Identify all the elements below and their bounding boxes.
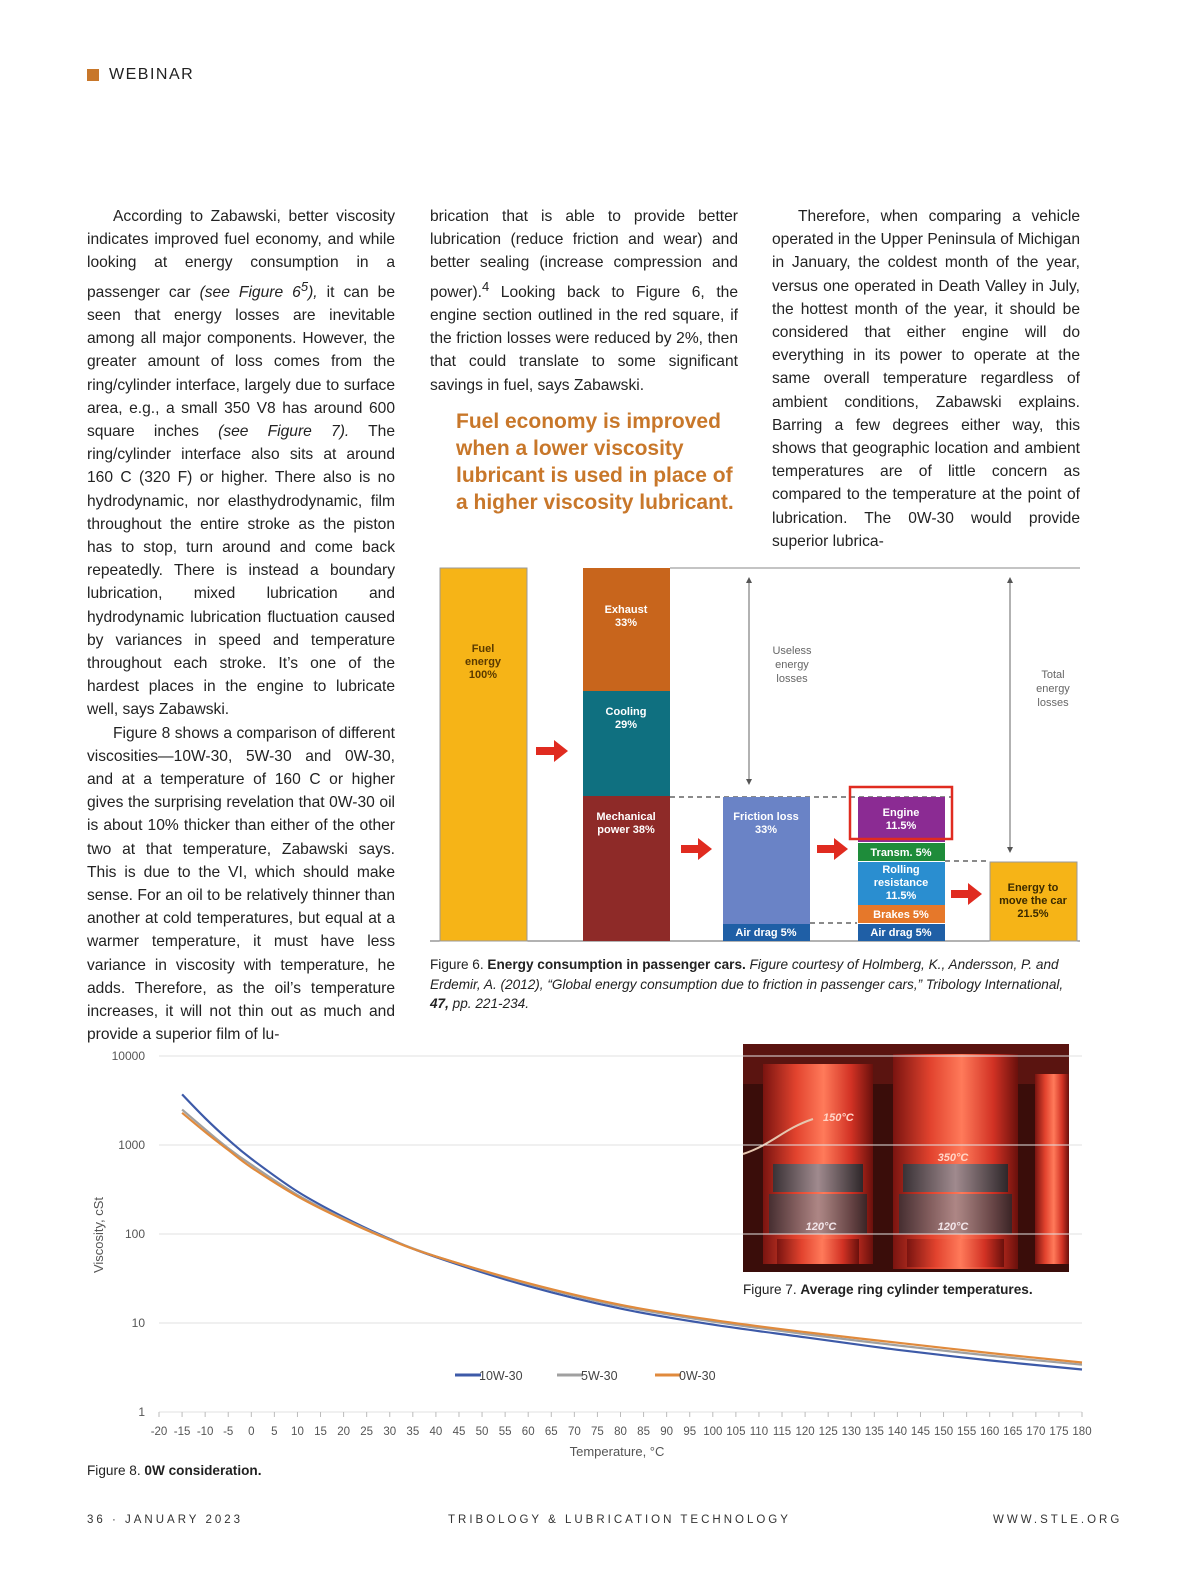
x-tick-label: 120 [795, 1426, 815, 1438]
x-tick-label: 130 [841, 1426, 861, 1438]
label-useless-energy-losses: Useless energy losses [772, 645, 812, 685]
footer-website: WWW.STLE.ORG [993, 1514, 1123, 1526]
temp-label-120-left: 120°C [805, 1221, 837, 1233]
red-arrow-icon [817, 838, 848, 860]
section-label: WEBINAR [109, 66, 195, 83]
x-tick-label: 170 [1026, 1426, 1046, 1438]
figure-reference: (see Figure 7). [218, 423, 350, 441]
caption-title: 0W consideration. [144, 1463, 262, 1478]
x-tick-label: 60 [521, 1426, 535, 1438]
x-tick-label: 115 [772, 1426, 792, 1438]
x-tick-label: 160 [980, 1426, 1000, 1438]
temp-label-120-right: 120°C [937, 1221, 969, 1233]
x-tick-label: 165 [1003, 1426, 1023, 1438]
x-tick-label: 50 [475, 1426, 489, 1438]
legend [455, 1369, 716, 1383]
label-friction-loss: Friction loss 33% [733, 811, 799, 836]
series-line-5W-30 [182, 1110, 1082, 1365]
paragraph [87, 205, 395, 722]
red-arrow-icon [951, 883, 982, 905]
label-total-energy-losses: Total energy losses [1036, 669, 1070, 709]
legend-label: 0W-30 [679, 1369, 716, 1383]
figure-8-viscosity-chart [87, 1040, 1092, 1465]
x-tick-label: 180 [1072, 1426, 1092, 1438]
x-tick-label: 10 [291, 1426, 304, 1438]
label-mechanical-power: Mechanical power 38% [596, 811, 656, 836]
y-tick-label: 10000 [111, 1049, 145, 1063]
x-tick-label: 150 [933, 1426, 954, 1438]
x-tick-label: 15 [314, 1426, 327, 1438]
x-tick-label: 140 [887, 1426, 907, 1438]
temp-label-150: 150°C [823, 1112, 854, 1124]
caption-pages: pp. 221-234. [448, 996, 530, 1011]
caption-prefix: Figure 7. [743, 1282, 801, 1297]
footnote-marker: 4 [482, 278, 490, 294]
x-tick-label: 0 [248, 1426, 255, 1438]
legend-label: 10W-30 [479, 1369, 523, 1383]
x-tick-label: 70 [567, 1426, 581, 1438]
text-run: The ring/cylinder interface also sits at around 160 C (320 F) or higher. There also is no hydrodynamic, nor elasthydrodynamic, film throughout the entire stroke as the piston has to stop, turn around and come back repeatedly. There is instead a boundary lubrication, mixed lubrication and hydrodynamic lubrication fluctuation caused by variances in speed and temperature throughout each stroke. It’s one of the hardest places in the engine to lubricate well, says Zabawski. [87, 423, 396, 719]
label-air-drag-2: Air drag 5% [870, 927, 932, 939]
caption-volume: 47, [430, 996, 449, 1011]
y-tick-labels [112, 1049, 146, 1419]
x-tick-label: 80 [614, 1426, 627, 1438]
article-column-1 [87, 205, 395, 1047]
x-tick-label: 175 [1049, 1426, 1069, 1438]
gridlines [159, 1056, 1082, 1417]
figure-6-caption [430, 955, 1080, 1014]
footnote-marker: 5 [300, 278, 309, 294]
y-tick-label: 1 [138, 1405, 145, 1419]
x-tick-label: 100 [703, 1426, 723, 1438]
x-tick-label: 85 [637, 1426, 650, 1438]
y-tick-label: 1000 [118, 1138, 145, 1152]
series-line-0W-30 [182, 1113, 1082, 1363]
bar-fuel-energy [440, 568, 527, 941]
red-arrow-icon [681, 838, 712, 860]
x-tick-label: 55 [498, 1426, 512, 1438]
text-run: According to Zabawski, better viscosity indicates improved fuel economy, and while looking at energy consumption in a passenger car [87, 208, 395, 301]
x-tick-label: 40 [429, 1426, 443, 1438]
x-tick-label: 65 [544, 1426, 558, 1438]
x-tick-label: 90 [660, 1426, 674, 1438]
pull-quote: Fuel economy is improved when a lower viscosity lubricant is used in place of a higher viscosity lubricant. [456, 410, 734, 514]
label-engine: Engine 11.5% [882, 807, 920, 832]
x-tick-label: 45 [452, 1426, 466, 1438]
x-tick-label: 35 [406, 1426, 420, 1438]
figure-reference [199, 278, 318, 301]
label-transmission: Transm. 5% [870, 847, 932, 859]
figure-reference-end: ), [308, 283, 318, 301]
footer-publication: TRIBOLOGY & LUBRICATION TECHNOLOGY [448, 1514, 791, 1526]
x-tick-label: -20 [150, 1426, 168, 1438]
paragraph: Figure 8 shows a comparison of different viscosities—10W-30, 5W-30 and 0W-30, and at a temperature of 160 C or higher gives the surprising revelation that 0W-30 oil is about 10% thicker than either of the other two at that temperature, Zabawski says. This is due to the VI, which should make sense. For an oil to be relatively thinner than another at cold temperatures, but equal at a warmer temperature, it must have less variance in viscosity with temperature, he adds. Therefore, as the oil’s temperature increases, it will not thin out as much and provide a superior film of lu- [87, 724, 395, 1044]
section-header [87, 66, 194, 84]
x-tick-label: -15 [173, 1426, 191, 1438]
legend-label: 5W-30 [581, 1369, 618, 1383]
x-tick-label: 25 [360, 1426, 374, 1438]
y-tick-label: 10 [131, 1316, 145, 1330]
caption-title: Energy consumption in passenger cars. [487, 957, 746, 972]
label-fuel-energy: Fuel energy 100% [464, 643, 502, 681]
x-tick-label: 105 [726, 1426, 746, 1438]
text-run: Looking back to Figure 6, the engine section outlined in the red square, if the friction losses were reduced by 2%, then that could translate to some significant savings in fuel, says Zabawski. [430, 283, 738, 394]
section-marker-icon [87, 69, 99, 81]
x-tick-label: -5 [223, 1426, 234, 1438]
x-tick-label: 20 [337, 1426, 350, 1438]
article-column-3 [772, 205, 1080, 553]
x-tick-label: 95 [683, 1426, 697, 1438]
bar-exhaust [583, 568, 670, 691]
footer-page-date: 36 · JANUARY 2023 [87, 1514, 244, 1526]
text-run: brication that is able to provide better lubrication (reduce friction and wear) and better sealing (increase compression and power). [430, 208, 738, 301]
x-tick-label: -10 [196, 1426, 214, 1438]
x-tick-label: 155 [957, 1426, 977, 1438]
series-line-10W-30 [182, 1094, 1082, 1369]
x-tick-label: 145 [910, 1426, 931, 1438]
label-air-drag-1: Air drag 5% [735, 927, 797, 939]
y-axis-label: Viscosity, cSt [91, 1196, 106, 1274]
x-tick-labels [151, 1426, 1092, 1438]
label-rolling-resistance: Rolling resistance 11.5% [873, 864, 929, 902]
paragraph: Therefore, when comparing a vehicle operated in the Upper Peninsula of Michigan in January, the coldest month of the year, versus one operated in Death Valley in July, the hottest month of the year, it should be considered that either engine will do everything in its power to operate at the same overall temperature regardless of ambient conditions, Zabawski explains. Barring a few degrees either way, this shows that geographic location and ambient temperatures are of little concern as compared to the temperature at the point of lubrication. The 0W-30 would provide superior lubrica- [772, 208, 1080, 550]
paragraph [430, 205, 738, 397]
temp-label-350: 350°C [937, 1152, 969, 1164]
article-column-2 [430, 205, 738, 397]
figure-reference-text: (see Figure 6 [199, 283, 301, 301]
x-tick-label: 75 [591, 1426, 604, 1438]
x-tick-label: 5 [271, 1426, 278, 1438]
caption-credit: Figure courtesy of Holmberg, K., Andersson, P. and Erdemir, A. (2012), “Global energy consumption due to friction in passenger cars,” Tribology International, [430, 957, 1064, 992]
x-axis-label: Temperature, °C [569, 1444, 665, 1459]
figure-6-energy-diagram [430, 560, 1082, 950]
label-energy-to-move-car: Energy to move the car 21.5% [999, 882, 1067, 920]
text-run: it can be seen that energy losses are inevitable among all major components. However, the greater amount of loss comes from the ring/cylinder interface, largely due to surface area, e.g., a small 350 V8 has around 600 square inches [87, 283, 395, 441]
red-arrow-icon [536, 740, 568, 762]
x-tick-label: 125 [818, 1426, 838, 1438]
caption-title: Average ring cylinder temperatures. [800, 1282, 1033, 1297]
caption-prefix: Figure 8. [87, 1463, 145, 1478]
x-tick-label: 30 [383, 1426, 397, 1438]
series-lines [182, 1094, 1082, 1369]
label-exhaust: Exhaust 33% [604, 604, 648, 629]
label-cooling: Cooling 29% [605, 706, 647, 731]
y-tick-label: 100 [124, 1227, 145, 1241]
label-brakes: Brakes 5% [873, 909, 929, 921]
x-tick-label: 110 [749, 1426, 769, 1438]
x-tick-label: 135 [864, 1426, 884, 1438]
caption-prefix: Figure 6. [430, 957, 488, 972]
figure-8-caption [87, 1461, 387, 1481]
